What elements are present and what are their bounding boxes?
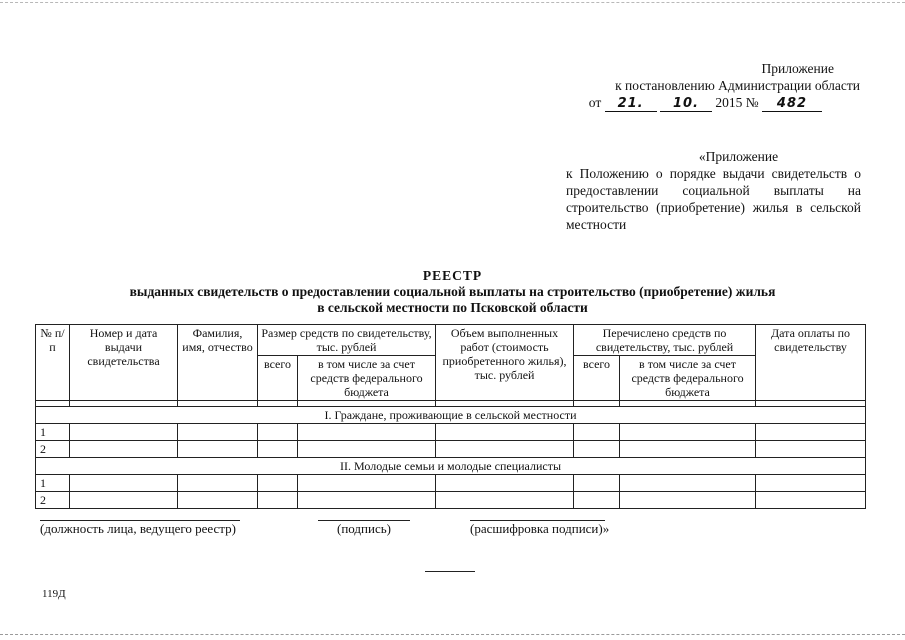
col-transferred-header: Перечислено средств по свидетельству, тыс. рублей [574,325,756,356]
col-transferred-total-header: всего [574,356,620,401]
annex-title: Приложение [761,61,834,76]
col-number-date-header: Номер и дата выдачи свидетельства [70,325,178,401]
section-2-title: II. Молодые семьи и молодые специалисты [36,458,866,475]
annex-from-label: от [588,95,602,110]
regulation-body: к Положению о порядке выдачи свидетельств о предоставлении социальной выплаты на строительство (приобретение) жилья в сельской местности [566,166,861,232]
annex-number: 482 [762,97,822,112]
scan-edge-top [0,2,905,3]
regulation-head: «Приложение [698,149,779,164]
table-row [36,475,866,492]
annex-date-line [560,94,860,112]
col-transferred-federal-header: в том числе за счет средств федерального бюджета [620,356,756,401]
table-row [36,441,866,458]
regulation-annex [566,148,861,233]
section-row-2 [36,458,866,475]
signature-caption: (подпись) [337,521,391,536]
decoding-field [470,520,610,537]
decoding-caption: (расшифровка подписи)» [470,521,610,536]
position-caption: (должность лица, ведущего реестр) [40,521,236,536]
col-pay-date-header: Дата оплаты по свидетельству [756,325,866,401]
col-fio-header: Фамилия, имя, отчество [178,325,258,401]
annex-year: 2015 № [715,95,759,110]
annex-resolution: к постановлению Администрации области [615,78,860,93]
row-number: 2 [36,441,70,458]
position-signature-field [40,520,240,537]
col-size-federal-header: в том числе за счет средств федерального бюджета [298,356,436,401]
page-code: 119Д [42,588,66,600]
col-size-header: Размер средств по свидетельству, тыс. рублей [258,325,436,356]
table-row [36,424,866,441]
annex-header [560,60,860,112]
title-line-3: в сельской местности по Псковской области [317,300,588,315]
title-line-2: выданных свидетельств о предоставлении социальной выплаты на строительство (приобретение) жилья [129,284,776,299]
header-row-1 [36,325,866,356]
section-row-1 [36,407,866,424]
end-divider [425,571,475,572]
row-number: 1 [36,424,70,441]
scan-edge-bottom [0,634,905,635]
col-num-header: № п/п [36,325,70,401]
section-1-title: I. Граждане, проживающие в сельской местности [36,407,866,424]
title-registry: РЕЕСТР [422,268,483,283]
table-row [36,492,866,509]
document-title [30,268,875,316]
registry-table [35,324,866,509]
row-number: 1 [36,475,70,492]
signature-field [318,520,410,537]
annex-date-day: 21. [605,97,657,112]
col-size-total-header: всего [258,356,298,401]
col-volume-header: Объем выполненных работ (стоимость приобретенного жилья), тыс. рублей [436,325,574,401]
annex-date-month: 10. [660,97,712,112]
row-number: 2 [36,492,70,509]
